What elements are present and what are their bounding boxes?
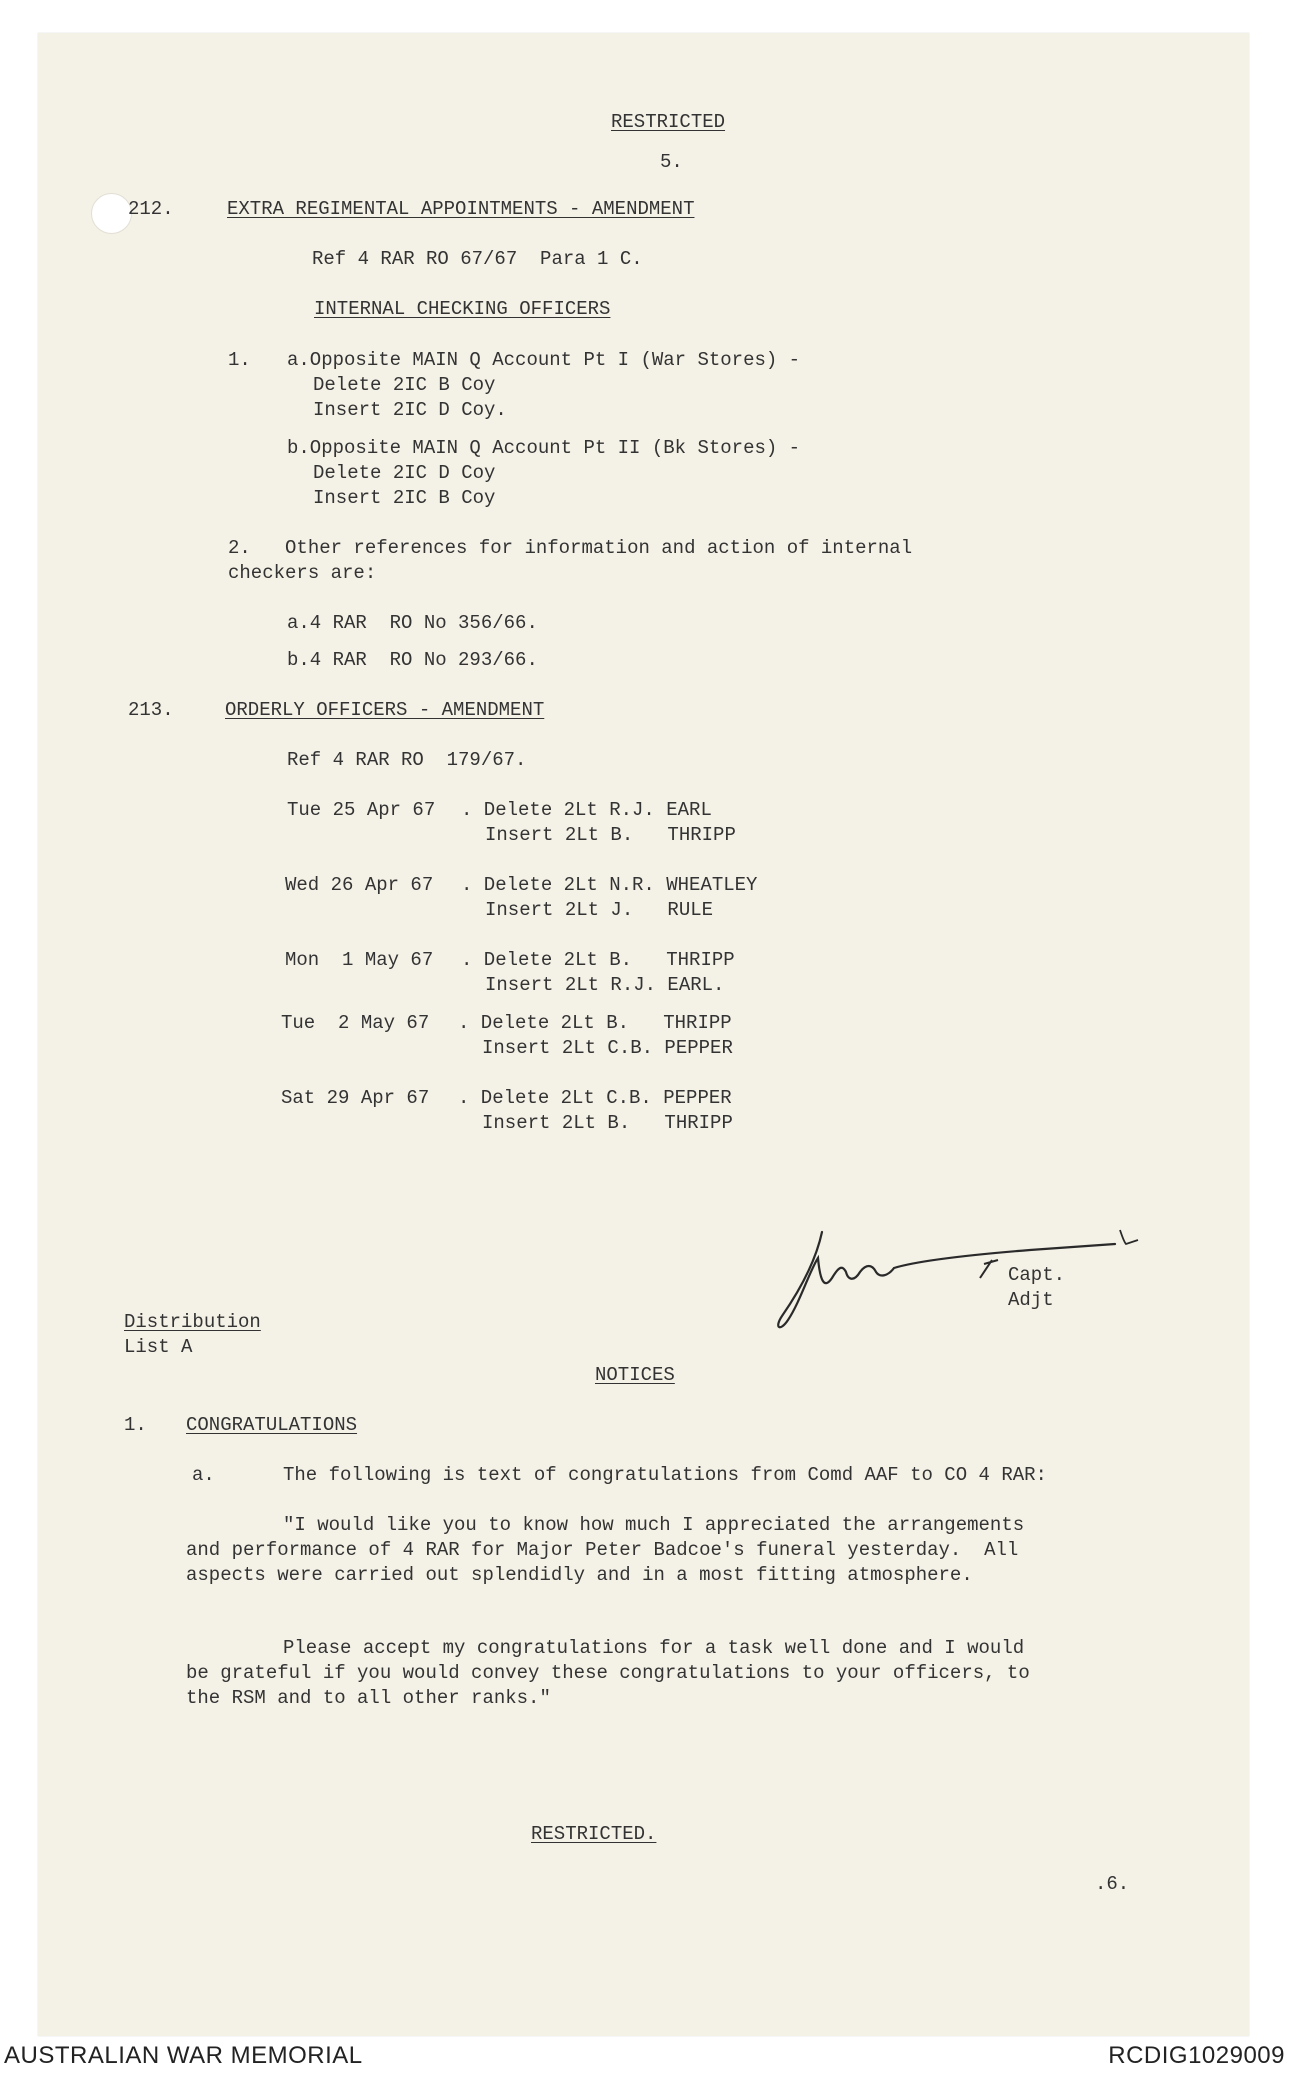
item-212-subtitle: INTERNAL CHECKING OFFICERS bbox=[314, 298, 611, 320]
orderly-row-delete: . Delete 2Lt R.J. EARL bbox=[461, 799, 712, 821]
quote-para-1-line: "I would like you to know how much I appreciated the arrangements bbox=[283, 1514, 1025, 1536]
orderly-row-delete: . Delete 2Lt N.R. WHEATLEY bbox=[461, 874, 758, 896]
signature-appointment: Adjt bbox=[1008, 1289, 1054, 1311]
quote-para-2-line: be grateful if you would convey these congratulations to your officers, to bbox=[186, 1662, 1030, 1684]
orderly-row-date: Wed 26 Apr 67 bbox=[285, 874, 434, 896]
item-213-number: 213. bbox=[128, 699, 174, 721]
next-page-number: .6. bbox=[1095, 1873, 1130, 1895]
archive-footer-right: RCDIG1029009 bbox=[1108, 2042, 1285, 2069]
orderly-row-date: Mon 1 May 67 bbox=[285, 949, 434, 971]
quote-para-2-line: the RSM and to all other ranks." bbox=[186, 1687, 551, 1709]
punch-hole bbox=[91, 193, 132, 234]
orderly-row-date: Sat 29 Apr 67 bbox=[281, 1087, 430, 1109]
orderly-row-insert: Insert 2Lt J. RULE bbox=[485, 899, 714, 921]
item-212-para-1a-line3: Insert 2IC D Coy. bbox=[313, 399, 507, 421]
orderly-row-insert: Insert 2Lt C.B. PEPPER bbox=[482, 1037, 733, 1059]
orderly-row-date: Tue 25 Apr 67 bbox=[287, 799, 436, 821]
quote-para-2-line: Please accept my congratulations for a task well done and I would bbox=[283, 1637, 1025, 1659]
archive-footer-left: AUSTRALIAN WAR MEMORIAL bbox=[4, 2042, 363, 2069]
notice-item-number: 1. bbox=[124, 1414, 147, 1436]
item-212-para-1b-line2: Delete 2IC D Coy bbox=[313, 462, 496, 484]
item-212-para-1b-line3: Insert 2IC B Coy bbox=[313, 487, 496, 509]
item-212-para-2a: a.4 RAR RO No 356/66. bbox=[287, 612, 538, 634]
orderly-row-insert: Insert 2Lt B. THRIPP bbox=[482, 1112, 733, 1134]
item-212-para-1a-line1: a.Opposite MAIN Q Account Pt I (War Stores) - bbox=[287, 349, 801, 371]
orderly-row-delete: . Delete 2Lt B. THRIPP bbox=[461, 949, 735, 971]
item-212-para-1a-line2: Delete 2IC B Coy bbox=[313, 374, 496, 396]
page-number: 5. bbox=[660, 151, 683, 173]
orderly-row-date: Tue 2 May 67 bbox=[281, 1012, 430, 1034]
quote-para-1-line: and performance of 4 RAR for Major Peter Badcoe's funeral yesterday. All bbox=[186, 1539, 1019, 1561]
notices-title: NOTICES bbox=[595, 1364, 675, 1386]
item-213-title: ORDERLY OFFICERS - AMENDMENT bbox=[225, 699, 545, 721]
distribution-list: List A bbox=[124, 1336, 193, 1358]
item-212-para-2-line1: 2. Other references for information and action of internal bbox=[228, 537, 913, 559]
notice-intro: The following is text of congratulations from Comd AAF to CO 4 RAR: bbox=[283, 1464, 1047, 1486]
item-213-ref: Ref 4 RAR RO 179/67. bbox=[287, 749, 527, 771]
footer-classification: RESTRICTED. bbox=[531, 1823, 657, 1845]
notice-item-title: CONGRATULATIONS bbox=[186, 1414, 358, 1436]
item-212-title: EXTRA REGIMENTAL APPOINTMENTS - AMENDMENT bbox=[227, 198, 695, 220]
item-212-para-1-num: 1. bbox=[228, 349, 251, 371]
orderly-row-insert: Insert 2Lt B. THRIPP bbox=[485, 824, 736, 846]
notice-sub-letter: a. bbox=[192, 1464, 215, 1486]
item-212-number: 212. bbox=[128, 198, 174, 220]
item-212-para-2b: b.4 RAR RO No 293/66. bbox=[287, 649, 538, 671]
header-classification: RESTRICTED bbox=[611, 111, 726, 133]
orderly-row-insert: Insert 2Lt R.J. EARL. bbox=[485, 974, 725, 996]
orderly-row-delete: . Delete 2Lt B. THRIPP bbox=[458, 1012, 732, 1034]
item-212-ref: Ref 4 RAR RO 67/67 Para 1 C. bbox=[312, 248, 643, 270]
distribution-title: Distribution bbox=[124, 1311, 261, 1333]
quote-para-1-line: aspects were carried out splendidly and in a most fitting atmosphere. bbox=[186, 1564, 973, 1586]
item-212-para-1b-line1: b.Opposite MAIN Q Account Pt II (Bk Stores) - bbox=[287, 437, 801, 459]
signature-rank: Capt. bbox=[1008, 1264, 1066, 1286]
signature-scrawl bbox=[760, 1220, 1160, 1340]
item-212-para-2-line2: checkers are: bbox=[228, 562, 377, 584]
orderly-row-delete: . Delete 2Lt C.B. PEPPER bbox=[458, 1087, 732, 1109]
